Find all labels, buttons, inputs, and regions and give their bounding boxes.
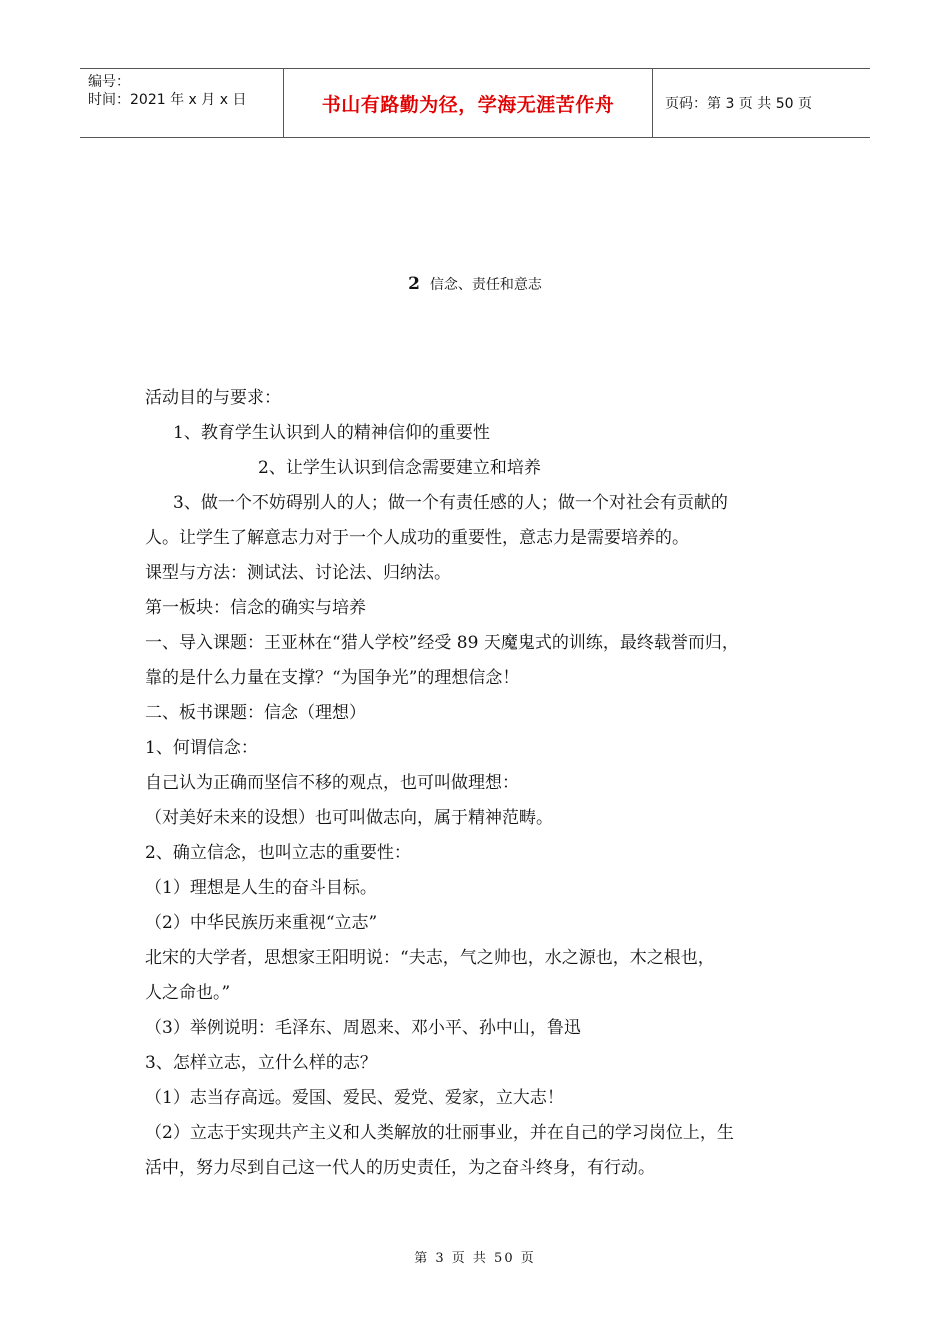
page-footer: 第 3 页 共 50 页: [414, 1251, 536, 1266]
body-line: 二、板书课题：信念（理想）: [145, 703, 366, 723]
body-line: 人之命也。”: [145, 983, 231, 1003]
body-line: 自己认为正确而坚信不移的观点，也可叫做理想：: [145, 773, 519, 793]
section-title-text: 信念、责任和意志: [429, 277, 542, 293]
body-line: 2、让学生认识到信念需要建立和培养: [258, 458, 541, 478]
header-page-info: 页码：第 3 页 共 50 页: [665, 96, 812, 112]
body-line: 3、怎样立志，立什么样的志？: [145, 1053, 377, 1073]
body-line: （1）理想是人生的奋斗目标。: [145, 878, 377, 898]
body-line: 活动目的与要求：: [145, 388, 281, 408]
document-date: 时间：2021 年 x 月 x 日: [88, 92, 247, 108]
body-line: 靠的是什么力量在支撑？“为国争光”的理想信念！: [145, 668, 520, 688]
body-line: （2）中华民族历来重视“立志”: [145, 913, 378, 933]
body-line: 1、教育学生认识到人的精神信仰的重要性: [173, 423, 490, 443]
body-line: 2、确立信念，也叫立志的重要性：: [145, 843, 411, 863]
header-motto: 书山有路勤为径，学海无涯苦作舟: [283, 69, 653, 137]
body-line: 人。让学生了解意志力对于一个人成功的重要性，意志力是需要培养的。: [145, 528, 689, 548]
section-title: [0, 274, 950, 294]
body-line: 3、做一个不妨碍别人的人；做一个有责任感的人；做一个对社会有贡献的: [173, 493, 728, 513]
header-meta: [80, 69, 283, 137]
body-line: 1、何谓信念：: [145, 738, 258, 758]
document-number-label: 编号：: [88, 74, 130, 90]
section-number: 2: [408, 274, 420, 294]
body-line: （1）志当存高远。爱国、爱民、爱党、爱家，立大志！: [145, 1088, 564, 1108]
body-line: （2）立志于实现共产主义和人类解放的壮丽事业，并在自己的学习岗位上，生: [145, 1123, 734, 1143]
body-line: 北宋的大学者，思想家王阳明说：“夫志，气之帅也，水之源也，木之根也，: [145, 948, 715, 968]
body-line: 第一板块：信念的确实与培养: [145, 598, 366, 618]
body-line: 一、导入课题：王亚林在“猎人学校”经受 89 天魔鬼式的训练，最终载誉而归，: [145, 633, 739, 653]
document-body: [145, 384, 825, 1189]
body-line: 课型与方法：测试法、讨论法、归纳法。: [145, 563, 451, 583]
body-line: （3）举例说明：毛泽东、周恩来、邓小平、孙中山，鲁迅: [145, 1018, 581, 1038]
body-line: （对美好未来的设想）也可叫做志向，属于精神范畴。: [145, 808, 553, 828]
page-header: [80, 68, 870, 138]
body-line: 活中，努力尽到自己这一代人的历史责任，为之奋斗终身，有行动。: [145, 1158, 655, 1178]
